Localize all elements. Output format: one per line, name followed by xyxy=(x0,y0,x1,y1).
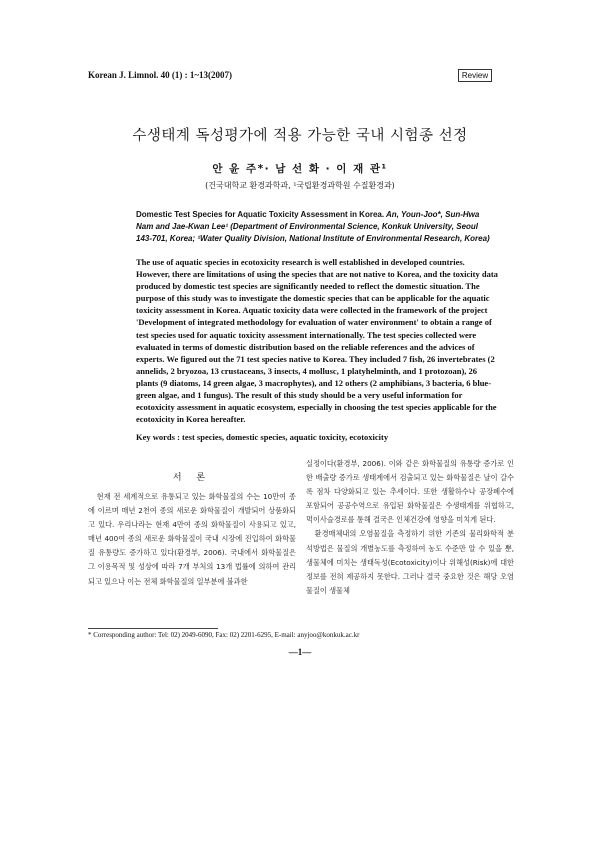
abstract: The use of aquatic species in ecotoxicity research is well established in developed countries. However, there are limitations of using the species that are not native to Korea, and the toxicity data produced by domestic test species are significantly needed to reflect the domestic situation. The purpose of this study was to investigate the domestic species that can be applicable for the aquatic toxicity assessment in Korea. Aquatic toxicity data were collected in the framework of the project 'Development of integrated methodology for evaluation of water environment' to obtain a range of test species used for aquatic toxicity assessment internationally. The test species collected were evaluated in terms of domestic distribution based on the reliable references and the advices of experts. We figured out the 71 test species native to Korea. They included 7 fish, 26 invertebrates (2 annelids, 2 bryozoa, 13 crustaceans, 3 insects, 4 mollusc, 1 platyhelminth, and 1 protozoan), 26 plants (9 diatoms, 14 green algae, 3 macrophytes), and 12 others (2 amphibians, 3 bacteria, 6 blue-green algae, and 1 fungus). The result of this study should be a very useful information for ecotoxicity assessment in aquatic ecosystem, especially in choosing the test species applicable for the ecotoxicity in Korea hereafter. xyxy=(136,257,498,425)
affiliation: (건국대학교 환경과학과, ¹국립환경과학원 수질환경과) xyxy=(205,181,395,190)
page-number: —1— xyxy=(288,647,312,657)
english-title-block xyxy=(136,209,492,245)
paragraph: 현재 전 세계적으로 유통되고 있는 화학물질의 수는 10만여 종에 이르며 매년 2천여 종의 새로운 화학물질이 개발되어 상품화되고 있다. 우리나라는 현재 4만여 종의 화학물질이 사용되고 있고, 매년 400여 종의 새로운 화학물질이 국내 시장에 진입하여 화학물질 유통량도 증가하고 있다(환경부, 2006). 국내에서 화학물질은 그 이용목적 및 성상에 따라 7개 부처의 13개 법률에 의하여 관리되고 있으나 이는 전체 화학물질의 일부분에 불과한 xyxy=(88,492,296,586)
body-column-right xyxy=(306,457,514,598)
corresponding-author-footnote: * Corresponding author: Tel: 02) 2049-6090, Fax: 02) 2201-6295, E-mail: anyjoo@konkuk.ac.kr xyxy=(88,631,360,639)
paragraph: 환경매체내의 오염물질을 측정하기 위한 기존의 물리화학적 분석방법은 물질의 개별농도를 측정하여 농도 수준만 알 수 있을 뿐, 생물체에 미치는 생태독성(Ecotoxicity)이나 위해성(Risk)에 대한 정보를 전혀 제공하지 못한다. 그러나 결국 중요한 것은 해당 오염물질이 생물체 xyxy=(306,529,514,595)
english-title: Domestic Test Species for Aquatic Toxicity Assessment in Korea. xyxy=(136,210,385,219)
section-heading-introduction: 서 론 xyxy=(172,473,212,483)
english-authors-affiliation: An, Youn-Joo*, Sun-Hwa Nam and Jae-Kwan Lee¹ (Department of Environmental Science, Konkuk University, Seoul 143-701, Korea; ¹Water Quality Division, National Institute of Environmental Research, Korea) xyxy=(136,210,490,243)
footnote-divider xyxy=(88,628,218,629)
paragraph: 실정이다(환경부, 2006). 이와 같은 화학물질의 유통량 증가로 인한 배출량 증가로 생태계에서 검출되고 있는 화학물질은 날이 갈수록 점차 다양화되고 있는 추세이다. 또한 생활하수나 공장폐수에 포함되어 공공수역으로 유입된 화학물질은 수생태계를 위협하고, 먹이사슬경로를 통해 결국은 인체건강에 영향을 미치게 된다. xyxy=(306,459,514,525)
body-column-left xyxy=(88,490,296,589)
journal-citation: Korean J. Limnol. 40 (1) : 1~13(2007) xyxy=(88,70,233,80)
keywords: Key words : test species, domestic species, aquatic toxicity, ecotoxicity xyxy=(136,432,389,442)
review-badge: Review xyxy=(458,69,492,82)
paper-title: 수생태계 독성평가에 적용 가능한 국내 시험종 선정 xyxy=(132,128,468,144)
author-list: 안 윤 주*· 남 선 화 · 이 재 관¹ xyxy=(212,163,388,175)
